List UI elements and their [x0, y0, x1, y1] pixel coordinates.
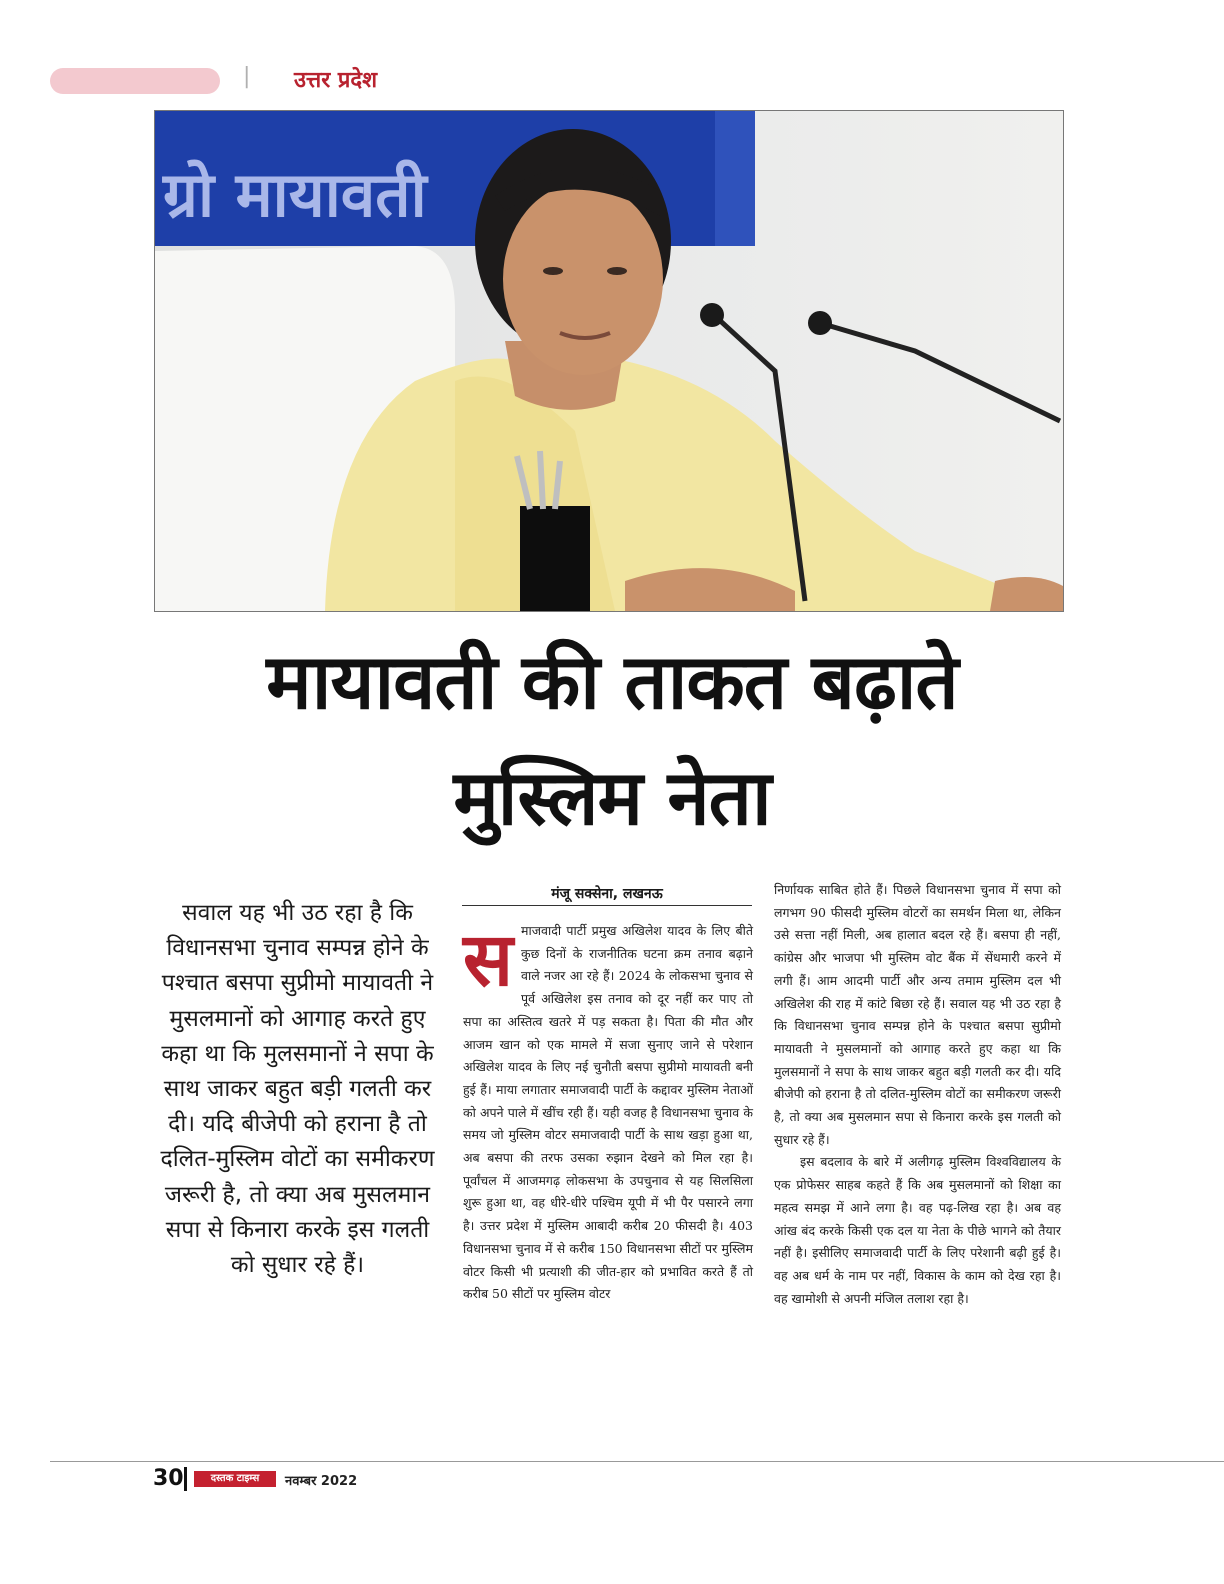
article-column-1: [463, 917, 753, 1306]
section-tag-pill: [50, 68, 220, 94]
issue-date: नवम्बर 2022: [285, 1474, 358, 1489]
magazine-logo: दस्तक टाइम्स: [194, 1471, 276, 1487]
article-column-2: [774, 879, 1061, 1310]
article-paragraph-2: निर्णायक साबित होते हैं। पिछले विधानसभा चुनाव में सपा को लगभग 90 फीसदी मुस्लिम वोटरों का समर्थन मिला था, लेकिन उसे सत्ता नहीं मिली, अब हालात बदल रहे हैं। बसपा ही नहीं, कांग्रेस और भाजपा भी मुस्लिम वोट बैंक में सेंधमारी करने में लगी हैं। आम आदमी पार्टी और अन्य तमाम मुस्लिम दल भी अखिलेश की राह में कांटे बिछा रहे हैं। सवाल यह भी उठ रहा है कि विधानसभा चुनाव सम्पन्न होने के पश्चात बसपा सुप्रीमो मायावती ने मुसलमानों को आगाह करते हुए कहा था कि मुलसमानों ने सपा के साथ जाकर बहुत बड़ी गलती कर दी। यदि बीजेपी को हराना है तो दलित-मुस्लिम वोटों का समीकरण जरूरी है, तो क्या अब मुसलमान सपा से किनारा करके इस गलती को सुधार रहे हैं।: [774, 882, 1061, 1147]
byline-rule: [462, 905, 752, 906]
pen-holder: [520, 506, 590, 611]
pull-quote: सवाल यह भी उठ रहा है कि विधानसभा चुनाव सम्पन्न होने के पश्चात बसपा सुप्रीमो मायावती ने मुसलमानों को आगाह करते हुए कहा था कि मुलसमानों ने सपा के साथ जाकर बहुत बड़ी गलती कर दी। यदि बीजेपी को हराना है तो दलित-मुस्लिम वोटों का समीकरण जरूरी है, तो क्या अब मुसलमान सपा से किनारा करके इस गलती को सुधार रहे हैं।: [160, 900, 435, 1279]
footer-rule: [50, 1461, 1224, 1462]
headline-line-2: मुस्लिम नेता: [453, 753, 771, 842]
figure-face: [503, 183, 663, 375]
footer-divider: [184, 1467, 187, 1491]
lead-photo: [154, 110, 1064, 612]
byline: मंजू सक्सेना, लखनऊ: [551, 886, 663, 902]
drop-cap: स: [463, 917, 514, 1003]
microphone-right: [820, 323, 1060, 421]
header-divider: |: [243, 64, 251, 89]
article-paragraph-1: माजवादी पार्टी प्रमुख अखिलेश यादव के लिए बीते कुछ दिनों के राजनीतिक घटना क्रम तनाव बढ़ाने वाले नजर आ रहे हैं। 2024 के लोकसभा चुनाव से पूर्व अखिलेश इस तनाव को दूर नहीं कर पाए तो सपा का अस्तित्व खतरे में पड़ सकता है। पिता की मौत और आजम खान को एक मामले में सजा सुनाए जाने से परेशान अखिलेश यादव के लिए नई चुनौती बसपा सुप्रीमो मायावती बनी हुई हैं। माया लगातार समाजवादी पार्टी के कद्दावर मुस्लिम नेताओं को अपने पाले में खींच रही हैं। यही वजह है विधानसभा चुनाव के समय जो मुस्लिम वोटर समाजवादी पार्टी के साथ खड़ा हुआ था, अब बसपा की तरफ उसका रुझान देखने को मिल रहा है। पूर्वांचल में आजमगढ़ लोकसभा के उपचुनाव से यह सिलसिला शुरू हुआ था, वह धीरे-धीरे पश्चिम यूपी में भी पैर पसारने लगा है। उत्तर प्रदेश में मुस्लिम आबादी करीब 20 फीसदी है। 403 विधानसभा चुनाव में से करीब 150 विधानसभा सीटों पर मुस्लिम वोटर किसी भी प्रत्याशी की जीत-हार को प्रभावित करते हैं तो करीब 50 सीटों पर मुस्लिम वोटर: [463, 923, 753, 1302]
page-number: 30: [153, 1466, 184, 1491]
headline-line-1: मायावती की ताकत बढ़ाते: [266, 637, 958, 726]
article-paragraph-3: इस बदलाव के बारे में अलीगढ़ मुस्लिम विश्वविद्यालय के एक प्रोफेसर साहब कहते हैं कि अब मुसलमानों को शिक्षा का महत्व समझ में आने लगा है। वह पढ़-लिख रहा है। अब वह आंख बंद करके किसी एक दल या नेता के पीछे भागने को तैयार नहीं है। इसीलिए समाजवादी पार्टी के लिए परेशानी बढ़ी हुई है। वह अब धर्म के नाम पर नहीं, विकास के काम को देख रहा है। वह खामोशी से अपनी मंजिल तलाश रहा है।: [774, 1154, 1061, 1306]
backdrop-text: ग्रो मायावती: [163, 158, 427, 231]
section-title: उत्तर प्रदेश: [294, 68, 378, 93]
lead-photo-illustration: [155, 111, 1063, 611]
